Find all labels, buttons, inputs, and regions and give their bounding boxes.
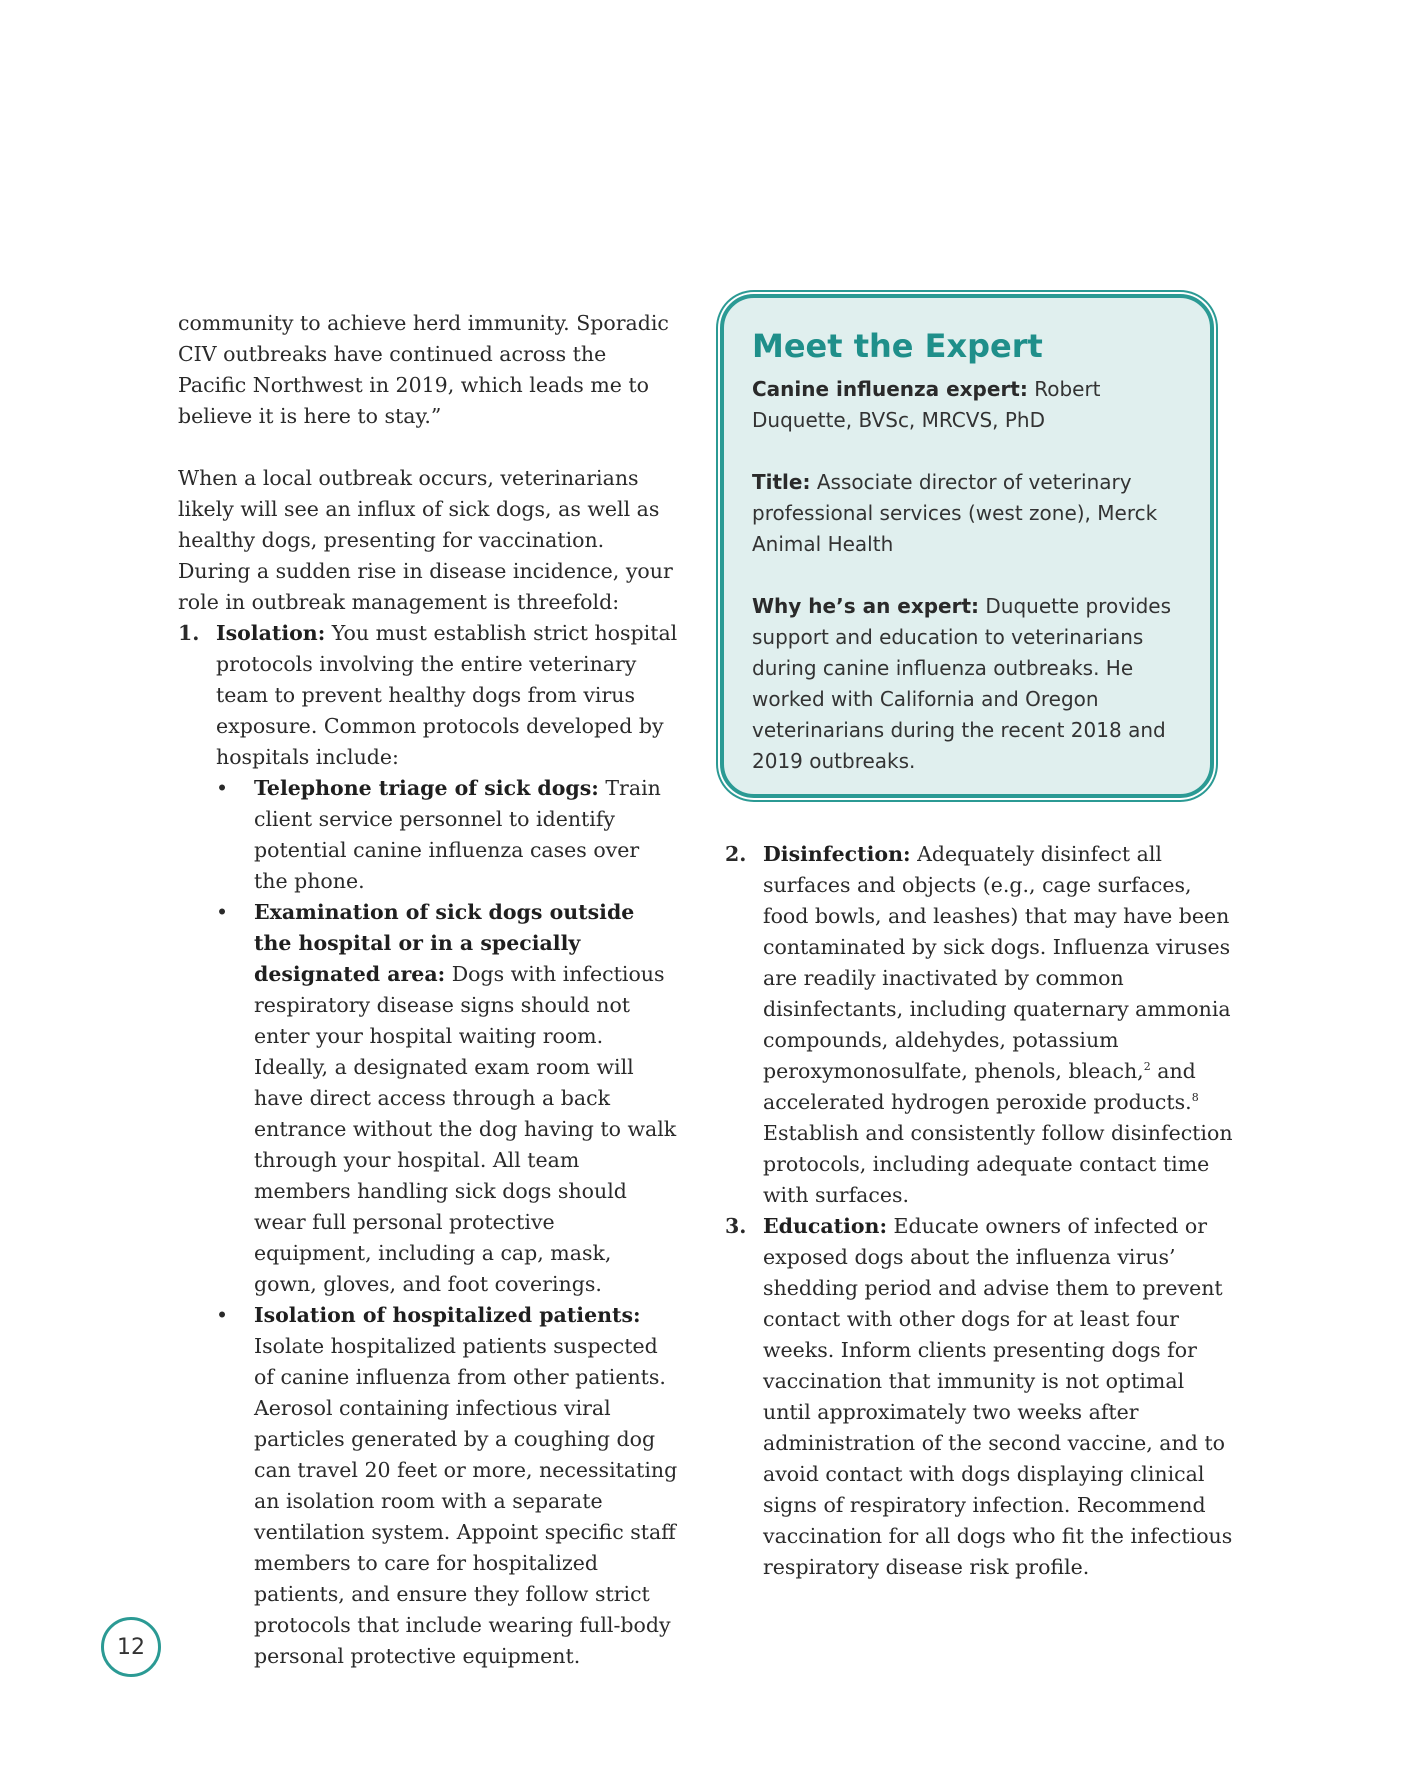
meet-the-expert-box — [720, 294, 1214, 798]
list-item-label: Education: — [763, 1214, 888, 1238]
expert-why-value: Duquette provides support and education to veterinarians during canine influenza outbreaks. He worked with California and Oregon veterinarians during the recent 2018 and 2019 outbreaks. — [752, 594, 1172, 773]
outbreak-paragraph: When a local outbreak occurs, veterinarians likely will see an influx of sick dogs, as well as healthy dogs, presenting for vaccination. During a sudden rise in disease incidence, your role in outbreak management is threefold: — [178, 466, 673, 614]
list-item-text: and accelerated hydrogen peroxide products. — [763, 1059, 1196, 1114]
reference-superscript: 8 — [1191, 1091, 1199, 1105]
list-item-text: Educate owners of infected or exposed dogs about the influenza virus’ shedding period and advise them to prevent contact with other dogs for at least four weeks. Inform clients presenting dogs for vaccination that immunity is not optimal until approximately two weeks after administration of the second vaccine, and to avoid contact with dogs displaying clinical signs of respiratory infection. Recommend vaccination for all dogs who fit the infectious respiratory disease risk profile. — [763, 1214, 1233, 1579]
list-number: 1. — [178, 621, 200, 645]
expert-why-label: Why he’s an expert: — [752, 594, 980, 618]
list-item-label: Isolation: — [216, 621, 326, 645]
bullet-marker: • — [216, 1303, 229, 1327]
bullet-text: Train client service personnel to identify potential canine influenza cases over the phone. — [254, 776, 661, 893]
list-number: 3. — [725, 1214, 747, 1238]
bullet-item-telephone-triage — [216, 773, 678, 897]
expert-why — [752, 591, 1180, 777]
bullet-marker: • — [216, 776, 229, 800]
expert-title-value: Associate director of veterinary professional services (west zone), Merck Animal Health — [752, 470, 1158, 556]
list-item-education — [725, 1211, 1235, 1583]
list-item-isolation — [178, 618, 678, 1672]
expert-name-value: Robert Duquette, BVSc, MRCVS, PhD — [752, 377, 1101, 432]
bullet-text: Isolate hospitalized patients suspected of canine influenza from other patients. Aerosol containing infectious viral particles generated by a coughing dog can travel 20 feet or more, necessitating an isolation room with a separate ventilation system. Appoint specific staff members to care for hospitalized patients, and ensure they follow strict protocols that include wearing full-body personal protective equipment. — [254, 1334, 678, 1668]
bullet-label: Isolation of hospitalized patients: — [254, 1303, 641, 1327]
expert-title-label: Title: — [752, 470, 811, 494]
list-number: 2. — [725, 842, 747, 866]
list-item-disinfection — [725, 839, 1235, 1211]
left-column — [178, 308, 678, 1672]
page-number-badge — [101, 1617, 161, 1677]
bullet-item-hospitalized-isolation — [216, 1300, 678, 1672]
bullet-marker: • — [216, 900, 229, 924]
list-item-text: You must establish strict hospital protocols involving the entire veterinary team to prevent healthy dogs from virus exposure. Common protocols developed by hospitals include: — [216, 621, 678, 769]
bullet-label: Telephone triage of sick dogs: — [254, 776, 599, 800]
right-column — [725, 839, 1235, 1583]
expert-title — [752, 467, 1180, 560]
page-number: 12 — [117, 1634, 145, 1660]
expert-box-title: Meet the Expert — [752, 327, 1043, 365]
expert-name — [752, 374, 1180, 436]
list-item-label: Disinfection: — [763, 842, 911, 866]
bullet-label: Examination of sick dogs outside the hospital or in a specially designated area: — [254, 900, 635, 986]
bullet-item-examination — [216, 897, 678, 1300]
bullet-text: Dogs with infectious respiratory disease signs should not enter your hospital waiting room. Ideally, a designated exam room will have direct access through a back entrance without the dog having to walk through your hospital. All team members handling sick dogs should wear full personal protective equipment, including a cap, mask, gown, gloves, and foot coverings. — [254, 962, 677, 1296]
list-item-text: Adequately disinfect all surfaces and objects (e.g., cage surfaces, food bowls, and leashes) that may have been contaminated by sick dogs. Influenza viruses are readily inactivated by common disinfectants, including quaternary ammonia compounds, aldehydes, potassium peroxymonosulfate, phenols, bleach, — [763, 842, 1231, 1083]
expert-name-label: Canine influenza expert: — [752, 377, 1028, 401]
list-item-text: Establish and consistently follow disinfection protocols, including adequate contact time with surfaces. — [763, 1121, 1233, 1207]
intro-paragraph: community to achieve herd immunity. Sporadic CIV outbreaks have continued across the Pacific Northwest in 2019, which leads me to believe it is here to stay.” — [178, 311, 669, 428]
reference-superscript: 2 — [1143, 1060, 1151, 1074]
